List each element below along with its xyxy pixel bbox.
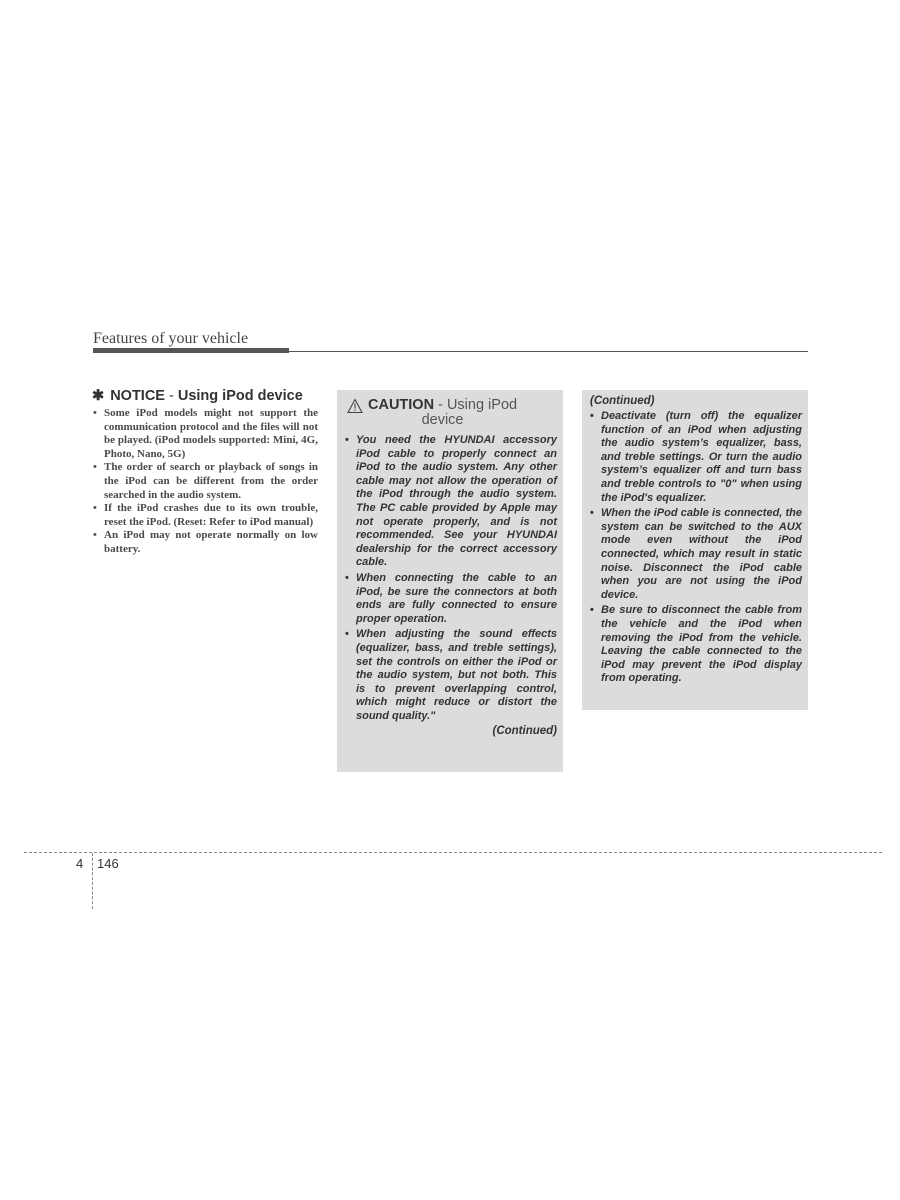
footer-vertical-divider <box>92 853 93 909</box>
notice-item: • If the iPod crashes due to its own trouble, reset the iPod. (Reset: Refer to iPod manual) <box>92 502 318 529</box>
continued-item: • Deactivate (turn off) the equalizer function of an iPod when adjusting the audio system’s equalizer, bass, and treble settings. Or turn the audio system’s equalizer off and turn bass and treble controls to "0" when using the iPod's equalizer. <box>588 410 802 505</box>
notice-title-sub: Using iPod device <box>177 388 303 404</box>
caution-continued: (Continued) <box>492 725 557 738</box>
caution-item: • When connecting the cable to an iPod, be sure the connectors at both ends are fully connected to ensure proper operation. <box>343 572 557 626</box>
caution-item: • When adjusting the sound effects (equalizer, bass, and treble settings), set the controls on either the iPod or the audio system, but not both. This is to prevent overlapping control, which might reduce or distort the sound quality." <box>343 628 557 723</box>
continued-label: (Continued) <box>590 395 655 407</box>
caution-title-sub-2: device <box>421 412 464 428</box>
notice-title-main: NOTICE <box>110 388 165 404</box>
notice-item: • Some iPod models might not support the communication protocol and the files will not be played. (iPod models supported: Mini, 4G, Photo, Nano, 5G) <box>92 407 318 461</box>
continued-item: • Be sure to disconnect the cable from the vehicle and the iPod when removing the iPod from the vehicle. Leaving the cable connected to the iPod may prevent the iPod display from operating. <box>588 604 802 686</box>
notice-section <box>92 388 318 557</box>
continued-box <box>582 390 808 710</box>
caution-title-sub-1: Using iPod <box>446 397 518 413</box>
notice-list <box>92 407 318 557</box>
continued-list <box>588 410 802 686</box>
footer-divider <box>24 852 882 853</box>
caution-title-main: CAUTION <box>368 397 435 413</box>
notice-title-sep: - <box>164 388 178 404</box>
header-rule-thick <box>93 348 289 353</box>
continued-item: • When the iPod cable is connected, the system can be switched to the AUX mode even without the iPod connected, which may result in static noise. Disconnect the iPod cable when you are not using the iPod device. <box>588 507 802 602</box>
caution-title <box>343 398 557 428</box>
section-header <box>93 328 808 354</box>
caution-list <box>343 434 557 723</box>
caution-title-text <box>368 398 517 428</box>
notice-item: • The order of search or playback of songs in the iPod can be different from the order searched in the audio system. <box>92 461 318 502</box>
header-rule-thin <box>289 351 808 352</box>
notice-title <box>92 388 318 404</box>
caution-item: • You need the HYUNDAI accessory iPod cable to properly connect an iPod to the audio system. Any other cable may not allow the operation of the iPod through the audio system. The PC cable provided by Apple may not operate properly, and is not recommended. See your HYUNDAI dealership for the correct accessory cable. <box>343 434 557 570</box>
caution-title-sep: - <box>434 397 447 413</box>
page-chapter-number: 4 <box>76 856 84 871</box>
notice-star-icon: ✱ <box>92 388 105 404</box>
warning-triangle-icon <box>347 398 363 414</box>
caution-box <box>337 390 563 772</box>
section-title: Features of your vehicle <box>93 330 249 347</box>
page-number: 146 <box>97 856 119 871</box>
notice-item: • An iPod may not operate normally on low battery. <box>92 529 318 556</box>
